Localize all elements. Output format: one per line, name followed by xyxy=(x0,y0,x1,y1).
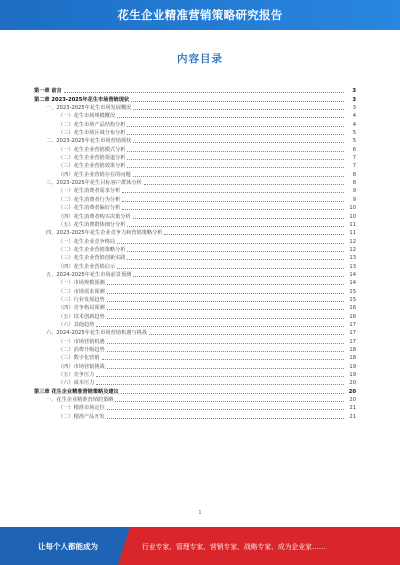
toc-entry-label: 第一章 前言 xyxy=(34,88,62,95)
toc-entry-label: （五）花生消费群体细分分析 xyxy=(58,221,126,228)
toc-entry-page: 14 xyxy=(349,280,356,287)
toc-entry-label: （四）竞争格局预测 xyxy=(58,305,105,312)
toc-dot-leader xyxy=(96,383,344,385)
toc-dot-leader xyxy=(107,317,344,319)
toc-entry[interactable] xyxy=(34,295,356,303)
toc-entry-label: （一）花生消费者需求分析 xyxy=(58,188,121,195)
toc-entry-label: （四）花生企业营销存在的问题 xyxy=(58,171,131,178)
toc-entry-label: （二）花生消费者行为分析 xyxy=(58,196,121,203)
toc-entry[interactable] xyxy=(34,328,356,336)
toc-entry-page: 20 xyxy=(349,380,356,387)
toc-entry-label: （三）花生市场区域分布分析 xyxy=(58,130,126,137)
toc-entry-page: 3 xyxy=(352,88,356,95)
toc-dot-leader xyxy=(144,183,344,185)
toc-entry-page: 7 xyxy=(352,163,356,170)
toc-entry[interactable] xyxy=(34,236,356,244)
toc-dot-leader xyxy=(107,292,344,294)
page-number: 1 xyxy=(198,510,202,516)
toc-entry-page: 9 xyxy=(352,196,356,203)
toc-entry-page: 13 xyxy=(349,263,356,270)
toc-dot-leader xyxy=(64,91,344,93)
toc-entry[interactable] xyxy=(34,186,356,194)
toc-entry[interactable] xyxy=(34,320,356,328)
toc-entry-page: 14 xyxy=(349,271,356,278)
toc-dot-leader xyxy=(107,367,344,369)
toc-entry-page: 17 xyxy=(349,330,356,337)
toc-entry-label: （二）花生市场产品结构分析 xyxy=(58,121,126,128)
toc-dot-leader xyxy=(131,100,344,102)
toc-entry-page: 4 xyxy=(352,121,356,128)
toc-entry-label: 三、2023-2025年花生目标客户群体分析 xyxy=(46,180,142,187)
toc-entry-label: （五）竞争压力 xyxy=(58,372,95,379)
toc-dot-leader xyxy=(107,417,344,419)
toc-entry[interactable] xyxy=(34,128,356,136)
report-title: 花生企业精准营销策略研究报告 xyxy=(117,8,283,22)
toc-entry-label: （一）花生企业营销模式分析 xyxy=(58,146,126,153)
toc-entry[interactable] xyxy=(34,303,356,311)
toc-entry-label: （三）花生企业营销效果分析 xyxy=(58,163,126,170)
toc-entry[interactable] xyxy=(34,228,356,236)
toc-entry-label: （一）市场规模预测 xyxy=(58,280,105,287)
toc-entry-page: 3 xyxy=(352,105,356,112)
toc-dot-leader xyxy=(133,141,344,143)
toc-entry-label: （六）其他趋势 xyxy=(58,321,95,328)
toc-entry-page: 11 xyxy=(349,230,356,237)
toc-dot-leader xyxy=(107,350,344,352)
toc-entry[interactable] xyxy=(34,161,356,169)
toc-entry[interactable] xyxy=(34,386,356,394)
toc-dot-leader xyxy=(122,200,344,202)
toc-entry[interactable] xyxy=(34,111,356,119)
toc-entry[interactable] xyxy=(34,144,356,152)
toc-entry[interactable] xyxy=(34,378,356,386)
toc-entry[interactable] xyxy=(34,411,356,419)
toc-entry-label: （四）花生消费者购买决策分析 xyxy=(58,213,131,220)
toc-dot-leader xyxy=(107,300,344,302)
toc-entry-page: 12 xyxy=(349,238,356,245)
toc-dot-leader xyxy=(122,208,344,210)
footer-banner xyxy=(0,527,400,565)
toc-entry-label: 一、花生企业精准营销的策略 xyxy=(46,397,114,404)
toc-entry-page: 3 xyxy=(352,96,356,103)
toc-dot-leader xyxy=(121,392,344,394)
toc-dot-leader xyxy=(164,233,344,235)
toc-entry[interactable] xyxy=(34,103,356,111)
toc-entry[interactable] xyxy=(34,353,356,361)
toc-entry-label: （三）花生消费者偏好分析 xyxy=(58,205,121,212)
toc-heading: 内容目录 xyxy=(177,53,223,65)
toc-dot-leader xyxy=(127,158,344,160)
toc-entry-page: 8 xyxy=(352,171,356,178)
toc-dot-leader xyxy=(102,358,344,360)
toc-dot-leader xyxy=(127,150,344,152)
toc-entry-label: （二）花生企业营销渠道分析 xyxy=(58,155,126,162)
toc-entry[interactable] xyxy=(34,286,356,294)
toc-entry-page: 19 xyxy=(349,363,356,370)
toc-entry-page: 11 xyxy=(349,221,356,228)
toc-entry-page: 9 xyxy=(352,188,356,195)
toc-dot-leader xyxy=(107,342,344,344)
toc-entry[interactable] xyxy=(34,361,356,369)
toc-entry[interactable] xyxy=(34,345,356,353)
toc-entry-label: 六、2024-2025年花生市场营销机遇与挑战 xyxy=(46,330,147,337)
toc-entry-page: 7 xyxy=(352,155,356,162)
toc-entry-label: （五）技术创新趋势 xyxy=(58,313,105,320)
toc-dot-leader xyxy=(107,408,344,410)
toc-entry-label: 第三章 花生企业精准营销策略及建议 xyxy=(34,388,119,395)
toc-dot-leader xyxy=(133,217,344,219)
toc-entry-page: 16 xyxy=(349,313,356,320)
toc-entry[interactable] xyxy=(34,86,356,94)
toc-entry-label: （三）花生企业营销创新实践 xyxy=(58,255,126,262)
toc-dot-leader xyxy=(96,325,344,327)
toc-entry-page: 10 xyxy=(349,213,356,220)
toc-entry[interactable] xyxy=(34,136,356,144)
toc-entry-page: 4 xyxy=(352,113,356,120)
toc-entry-page: 5 xyxy=(352,130,356,137)
toc-entry[interactable] xyxy=(34,311,356,319)
toc-entry-label: （一）花生市场规模概况 xyxy=(58,113,116,120)
toc-entry[interactable] xyxy=(34,403,356,411)
toc-entry[interactable] xyxy=(34,194,356,202)
toc-entry-label: 四、2023-2025年花生企业竞争力和营销策略分析 xyxy=(46,230,163,237)
toc-entry-label: （四）市场营销挑战 xyxy=(58,363,105,370)
toc-entry-page: 12 xyxy=(349,246,356,253)
toc-dot-leader xyxy=(117,267,344,269)
toc-entry-page: 15 xyxy=(349,296,356,303)
toc-entry[interactable] xyxy=(34,203,356,211)
toc-entry[interactable] xyxy=(34,211,356,219)
toc-entry-label: （一）花生企业竞争格局 xyxy=(58,238,116,245)
toc-entry[interactable] xyxy=(34,178,356,186)
toc-entry[interactable] xyxy=(34,94,356,102)
toc-entry-label: （二）精准产品开发 xyxy=(58,413,105,420)
toc-entry-page: 8 xyxy=(352,180,356,187)
toc-entry[interactable] xyxy=(34,278,356,286)
toc-dot-leader xyxy=(133,275,344,277)
toc-dot-leader xyxy=(127,166,344,168)
footer-slogan-left: 让每个人都能成为 xyxy=(38,541,98,551)
report-header-bar xyxy=(0,0,400,30)
toc-dot-leader xyxy=(127,225,344,227)
table-of-contents xyxy=(34,86,356,420)
footer-slogan-right: 行业专家、管理专家、营销专家、战略专家、成为企业家…… xyxy=(142,543,326,551)
toc-dot-leader xyxy=(117,242,344,244)
toc-dot-leader xyxy=(133,175,344,177)
toc-entry-page: 17 xyxy=(349,321,356,328)
toc-dot-leader xyxy=(115,400,344,402)
toc-entry-label: （二）花生企业营销策略分析 xyxy=(58,246,126,253)
toc-dot-leader xyxy=(127,125,344,127)
toc-dot-leader xyxy=(96,375,344,377)
toc-entry-label: 二、2023-2025年花生市场营销现状 xyxy=(46,138,132,145)
toc-entry-label: （六）成本压力 xyxy=(58,380,95,387)
toc-entry-page: 16 xyxy=(349,305,356,312)
toc-entry-page: 19 xyxy=(349,372,356,379)
toc-dot-leader xyxy=(122,191,344,193)
toc-entry-label: （三）数字化营销 xyxy=(58,355,100,362)
toc-entry-label: （二）消费升级趋势 xyxy=(58,347,105,353)
toc-entry-page: 18 xyxy=(349,347,356,353)
toc-entry-label: （四）花生企业营销启示 xyxy=(58,263,116,270)
toc-entry[interactable] xyxy=(34,336,356,344)
toc-entry-label: （一）市场营销机遇 xyxy=(58,338,105,345)
toc-dot-leader xyxy=(127,250,344,252)
toc-entry-label: 一、2023-2025年花生市场发展概况 xyxy=(46,105,132,112)
toc-entry-label: （一）精准市场定位 xyxy=(58,405,105,412)
toc-entry[interactable] xyxy=(34,395,356,403)
toc-entry-page: 13 xyxy=(349,255,356,262)
toc-dot-leader xyxy=(117,116,344,118)
toc-entry[interactable] xyxy=(34,119,356,127)
toc-entry-label: （二）市场需求预测 xyxy=(58,288,105,295)
toc-entry[interactable] xyxy=(34,370,356,378)
toc-entry-label: 第二章 2023-2025年花生市场营销现状 xyxy=(34,96,130,103)
toc-entry-page: 21 xyxy=(349,405,356,412)
toc-dot-leader xyxy=(107,283,344,285)
toc-entry-page: 21 xyxy=(349,413,356,420)
toc-entry-label: （三）行业发展趋势 xyxy=(58,296,105,303)
toc-entry[interactable] xyxy=(34,253,356,261)
toc-entry[interactable] xyxy=(34,261,356,269)
toc-entry[interactable] xyxy=(34,153,356,161)
toc-entry-label: 五、2024-2025年花生市场前景预测 xyxy=(46,271,132,278)
toc-entry-page: 6 xyxy=(352,146,356,153)
toc-entry-page: 5 xyxy=(352,138,356,145)
toc-entry[interactable] xyxy=(34,169,356,177)
toc-entry-page: 15 xyxy=(349,288,356,295)
toc-entry-page: 20 xyxy=(349,397,356,404)
toc-entry-page: 10 xyxy=(349,205,356,212)
toc-dot-leader xyxy=(127,258,344,260)
toc-entry[interactable] xyxy=(34,220,356,228)
toc-entry-page: 18 xyxy=(349,355,356,362)
toc-dot-leader xyxy=(107,308,344,310)
toc-entry[interactable] xyxy=(34,245,356,253)
toc-entry[interactable] xyxy=(34,270,356,278)
toc-dot-leader xyxy=(127,133,344,135)
toc-entry-page: 17 xyxy=(349,338,356,345)
toc-entry-page: 20 xyxy=(348,388,356,395)
toc-dot-leader xyxy=(149,333,344,335)
toc-dot-leader xyxy=(133,108,344,110)
